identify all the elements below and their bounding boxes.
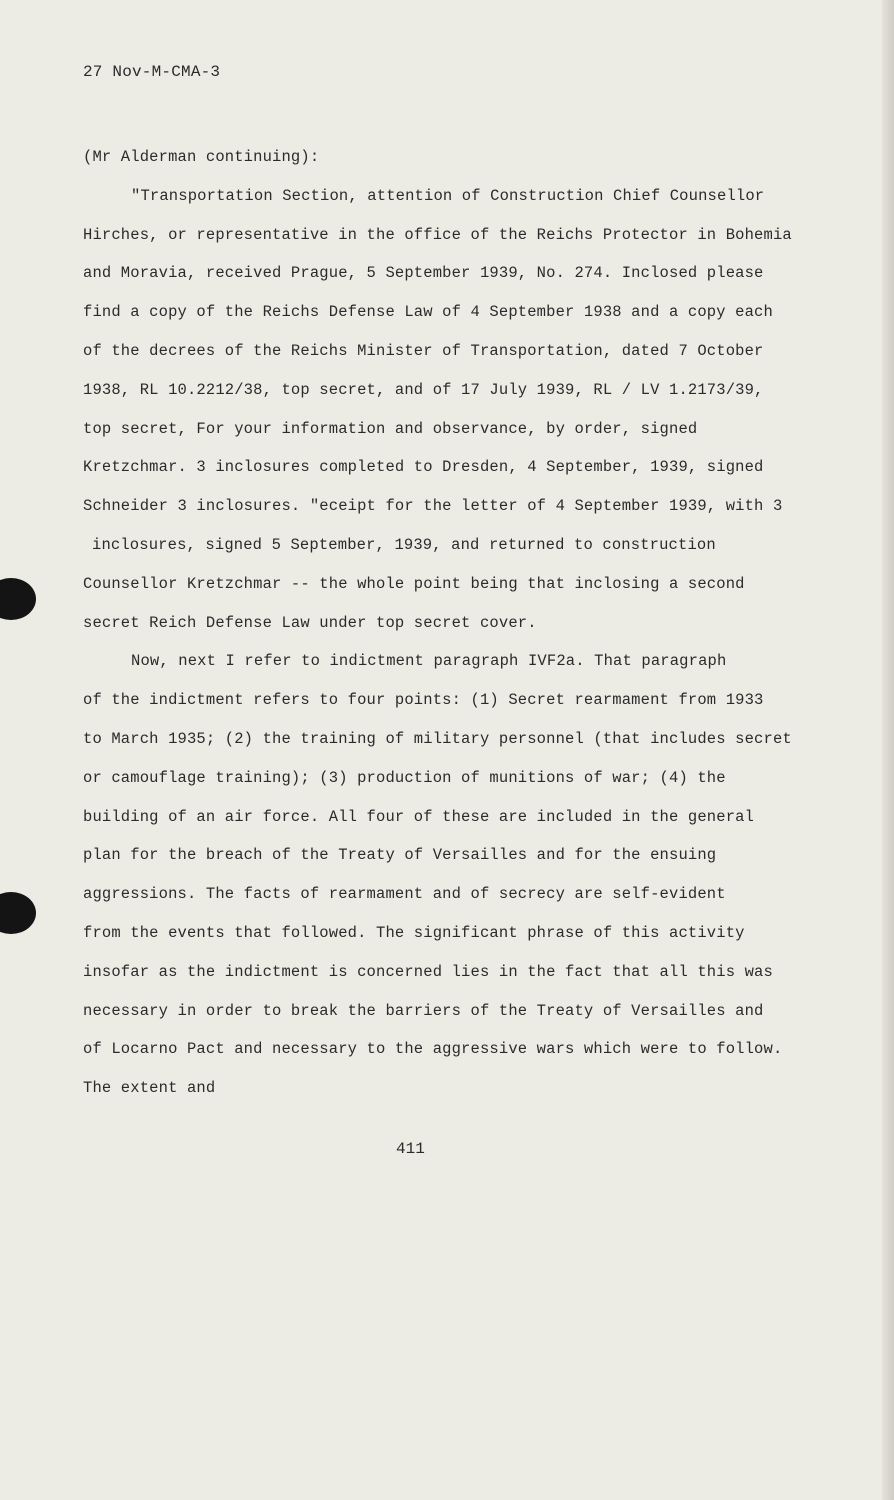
text-line: and Moravia, received Prague, 5 September 1939, No. 274. Inclosed please [83, 264, 764, 283]
transcript-body [83, 138, 818, 1108]
text-line: plan for the breach of the Treaty of Versailles and for the ensuing [83, 846, 717, 865]
text-line: necessary in order to break the barriers of the Treaty of Versailles and [83, 1001, 764, 1020]
punch-hole-lower [0, 892, 36, 934]
text-line: top secret, For your information and observance, by order, signed [83, 419, 698, 438]
text-line: or camouflage training); (3) production of munitions of war; (4) the [83, 768, 726, 787]
page-number: 411 [396, 1140, 425, 1158]
text-line: Kretzchmar. 3 inclosures completed to Dresden, 4 September, 1939, signed [83, 458, 764, 477]
text-line: from the events that followed. The significant phrase of this activity [83, 923, 745, 942]
text-line: building of an air force. All four of these are included in the general [83, 807, 755, 826]
text-line: of Locarno Pact and necessary to the aggressive wars which were to follow. [83, 1040, 783, 1059]
text-line: Counsellor Kretzchmar -- the whole point being that inclosing a second [83, 574, 745, 593]
text-line: aggressions. The facts of rearmament and of secrecy are self-evident [83, 885, 726, 904]
paper-edge [882, 0, 894, 1500]
text-line: secret Reich Defense Law under top secret cover. [83, 613, 537, 632]
text-line: 1938, RL 10.2212/38, top secret, and of 17 July 1939, RL / LV 1.2173/39, [83, 380, 764, 399]
text-line: find a copy of the Reichs Defense Law of 4 September 1938 and a copy each [83, 303, 773, 322]
text-line: "Transportation Section, attention of Construction Chief Counsellor [131, 186, 765, 205]
text-line: The extent and [83, 1079, 216, 1098]
text-line: to March 1935; (2) the training of military personnel (that includes secret [83, 729, 792, 748]
text-line: Schneider 3 inclosures. "eceipt for the letter of 4 September 1939, with 3 [83, 497, 783, 516]
text-line: of the decrees of the Reichs Minister of Transportation, dated 7 October [83, 341, 764, 360]
text-line: Hirches, or representative in the office of the Reichs Protector in Bohemia [83, 225, 792, 244]
text-line: inclosures, signed 5 September, 1939, and returned to construction [92, 535, 716, 554]
text-line: insofar as the indictment is concerned lies in the fact that all this was [83, 962, 773, 981]
text-line: of the indictment refers to four points: (1) Secret rearmament from 1933 [83, 691, 764, 710]
text-line: (Mr Alderman continuing): [83, 148, 320, 166]
punch-hole-upper [0, 578, 36, 620]
text-line: Now, next I refer to indictment paragraph IVF2a. That paragraph [131, 652, 727, 671]
document-header: 27 Nov-M-CMA-3 [83, 63, 221, 81]
